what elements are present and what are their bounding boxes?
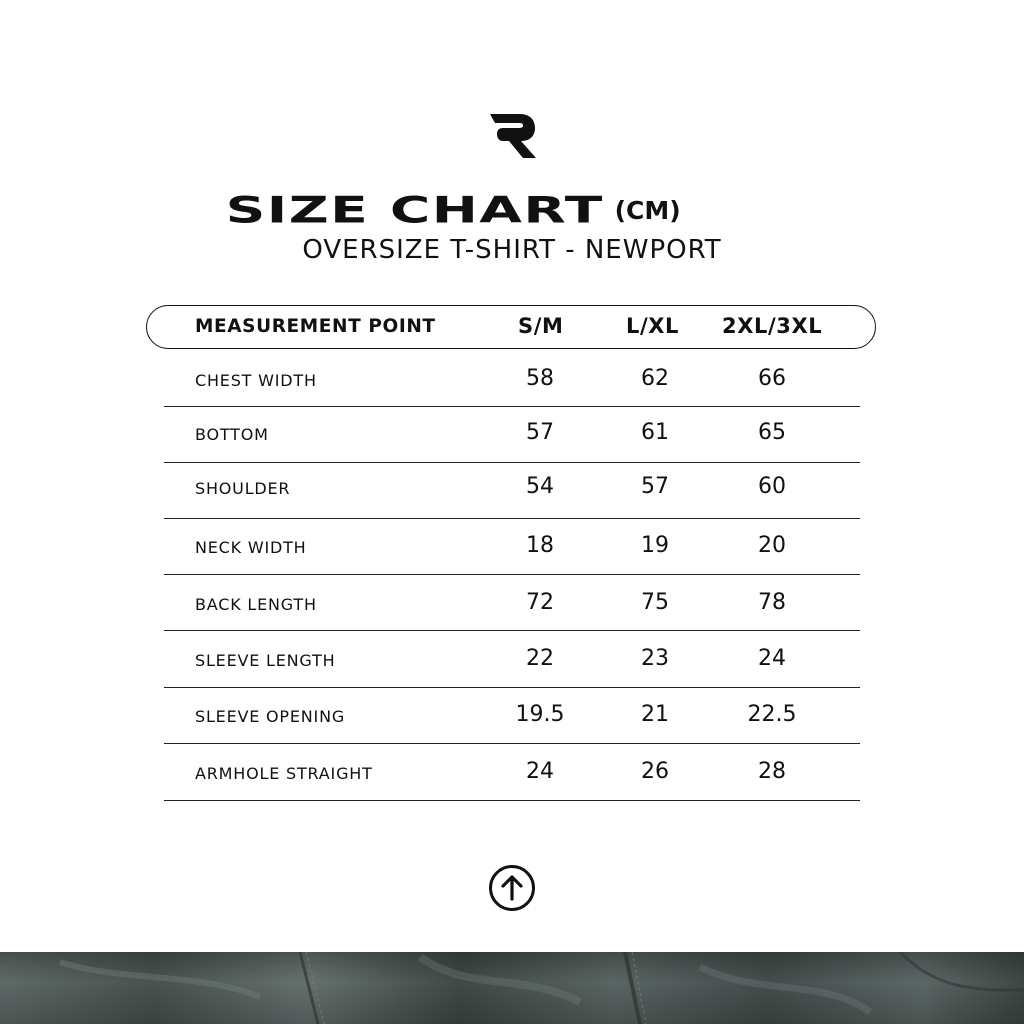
row-value: 65 — [758, 420, 786, 445]
page-title: SIZE CHART — [225, 189, 605, 231]
row-value: 57 — [526, 420, 554, 445]
row-label: NECK WIDTH — [195, 538, 307, 557]
row-value: 20 — [758, 533, 786, 558]
row-value: 21 — [641, 702, 669, 727]
table-row — [164, 574, 860, 631]
arrow-up-circle-icon[interactable] — [488, 864, 536, 912]
row-value: 22 — [526, 646, 554, 671]
table-row — [164, 406, 860, 463]
row-label: BOTTOM — [195, 425, 269, 444]
table-row — [164, 462, 860, 519]
table-row — [164, 351, 860, 407]
row-label: SLEEVE LENGTH — [195, 651, 336, 670]
row-label: SLEEVE OPENING — [195, 707, 346, 726]
header-size-2xl3xl: 2XL/3XL — [722, 314, 823, 338]
row-value: 22.5 — [747, 702, 797, 727]
row-value: 61 — [641, 420, 669, 445]
row-value: 26 — [641, 759, 669, 784]
title-row — [0, 188, 1024, 232]
row-value: 19.5 — [515, 702, 565, 727]
row-value: 78 — [758, 590, 786, 615]
row-value: 62 — [641, 366, 669, 391]
header-size-sm: S/M — [518, 314, 564, 338]
row-value: 18 — [526, 533, 554, 558]
row-label: ARMHOLE STRAIGHT — [195, 764, 373, 783]
denim-fabric-photo — [0, 952, 1024, 1024]
table-row — [164, 687, 860, 744]
row-value: 54 — [526, 474, 554, 499]
header-size-lxl: L/XL — [626, 314, 680, 338]
row-value: 60 — [758, 474, 786, 499]
header-measurement-point: MEASUREMENT POINT — [195, 316, 436, 337]
row-value: 19 — [641, 533, 669, 558]
row-label: BACK LENGTH — [195, 595, 317, 614]
row-label: SHOULDER — [195, 479, 291, 498]
row-value: 75 — [641, 590, 669, 615]
row-value: 23 — [641, 646, 669, 671]
table-row — [164, 743, 860, 801]
row-label: CHEST WIDTH — [195, 371, 317, 390]
product-subtitle: OVERSIZE T-SHIRT - NEWPORT — [302, 235, 722, 265]
title-unit: (CM) — [614, 196, 681, 225]
r-logo-icon — [486, 110, 538, 162]
row-value: 57 — [641, 474, 669, 499]
table-row — [164, 630, 860, 688]
table-row — [164, 518, 860, 575]
row-value: 28 — [758, 759, 786, 784]
row-value: 24 — [758, 646, 786, 671]
row-value: 66 — [758, 366, 786, 391]
row-value: 72 — [526, 590, 554, 615]
row-value: 58 — [526, 366, 554, 391]
row-value: 24 — [526, 759, 554, 784]
